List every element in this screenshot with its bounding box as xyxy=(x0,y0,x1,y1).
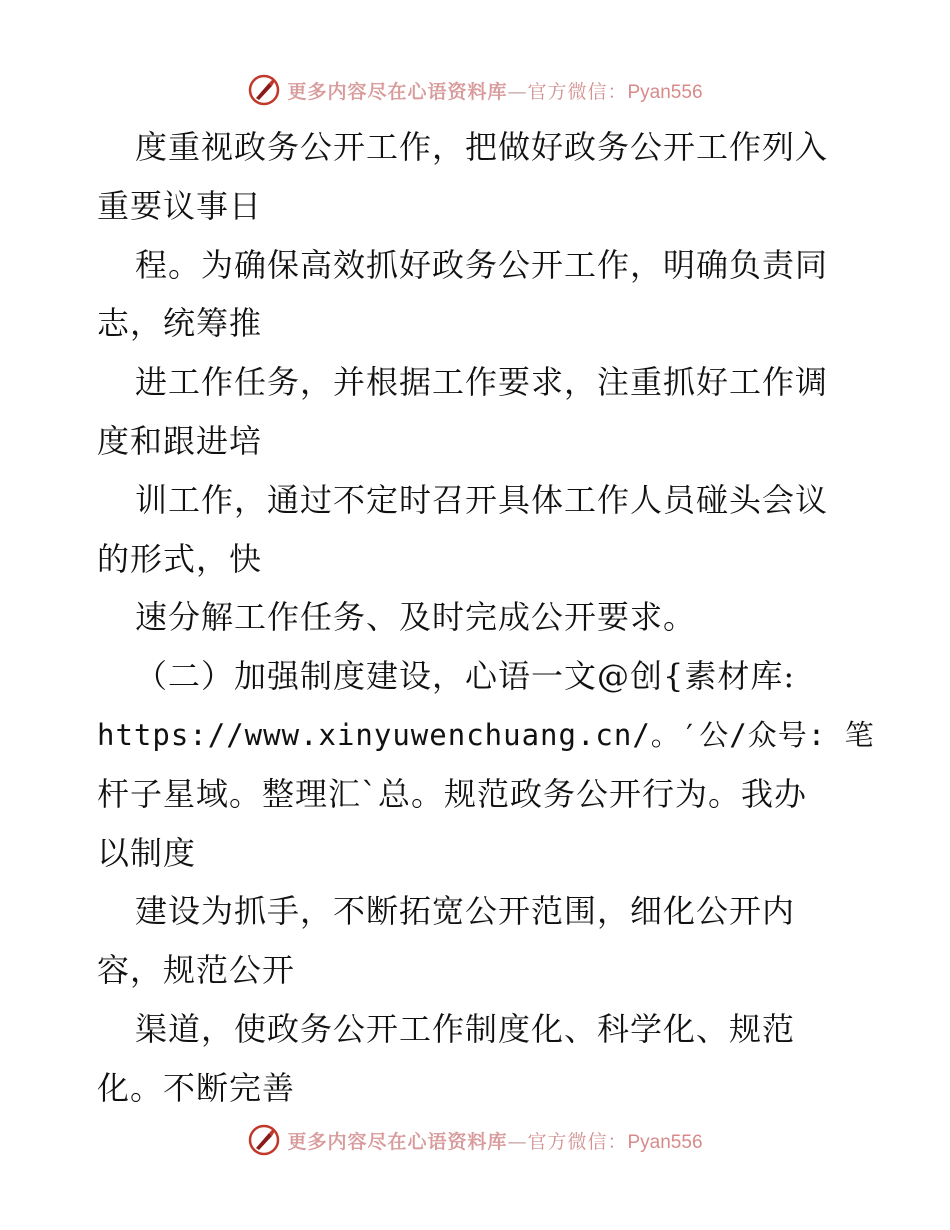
banner-text xyxy=(287,77,702,104)
text-line: （二）加强制度建设，心语一文@创{素材库: xyxy=(135,657,796,696)
text-line: 志，统筹推 xyxy=(97,304,263,343)
banner-text xyxy=(287,1127,702,1154)
header-banner xyxy=(0,70,950,110)
text-line: 的形式，快 xyxy=(97,539,263,578)
text-line: 程。为确保高效抓好政务公开工作，明确负责同 xyxy=(135,245,829,284)
text-line: 渠道，使政务公开工作制度化、科学化、规范 xyxy=(135,1009,796,1048)
document-body xyxy=(97,118,875,1118)
text-line-url: https://www.xinyuwenchuang.cn/。′公/众号: 笔 xyxy=(97,717,875,752)
text-line: 度重视政务公开工作，把做好政务公开工作列入 xyxy=(135,128,829,166)
text-line: 容，规范公开 xyxy=(97,951,296,990)
banner-site: 更多内容尽在心语资料库 xyxy=(287,80,508,103)
banner-contact-label: 官方微信： xyxy=(527,80,628,103)
text-line: 以制度 xyxy=(97,833,197,872)
banner-handle: Pyan556 xyxy=(627,1131,703,1153)
text-line: 建设为抓手，不断拓宽公开范围，细化公开内 xyxy=(135,892,796,931)
banner-contact-label: 官方微信： xyxy=(527,1130,628,1153)
banner-separator: — xyxy=(507,1130,528,1153)
banner-handle: Pyan556 xyxy=(627,81,703,103)
text-line: 重要议事日 xyxy=(97,186,263,225)
text-line: 杆子星域。整理汇`总。规范政务公开行为。我办 xyxy=(97,774,808,813)
pen-logo-icon xyxy=(247,1123,281,1157)
footer-banner xyxy=(0,1120,950,1160)
text-line: 进工作任务，并根据工作要求，注重抓好工作调 xyxy=(135,363,829,402)
pen-logo-icon xyxy=(247,73,281,107)
banner-separator: — xyxy=(507,80,528,103)
text-line: 训工作，通过不定时召开具体工作人员碰头会议 xyxy=(135,480,829,519)
text-line: 度和跟进培 xyxy=(97,421,263,460)
text-line: 化。不断完善 xyxy=(97,1068,296,1107)
text-line: 速分解工作任务、及时完成公开要求。 xyxy=(135,598,697,637)
banner-site: 更多内容尽在心语资料库 xyxy=(287,1130,508,1153)
